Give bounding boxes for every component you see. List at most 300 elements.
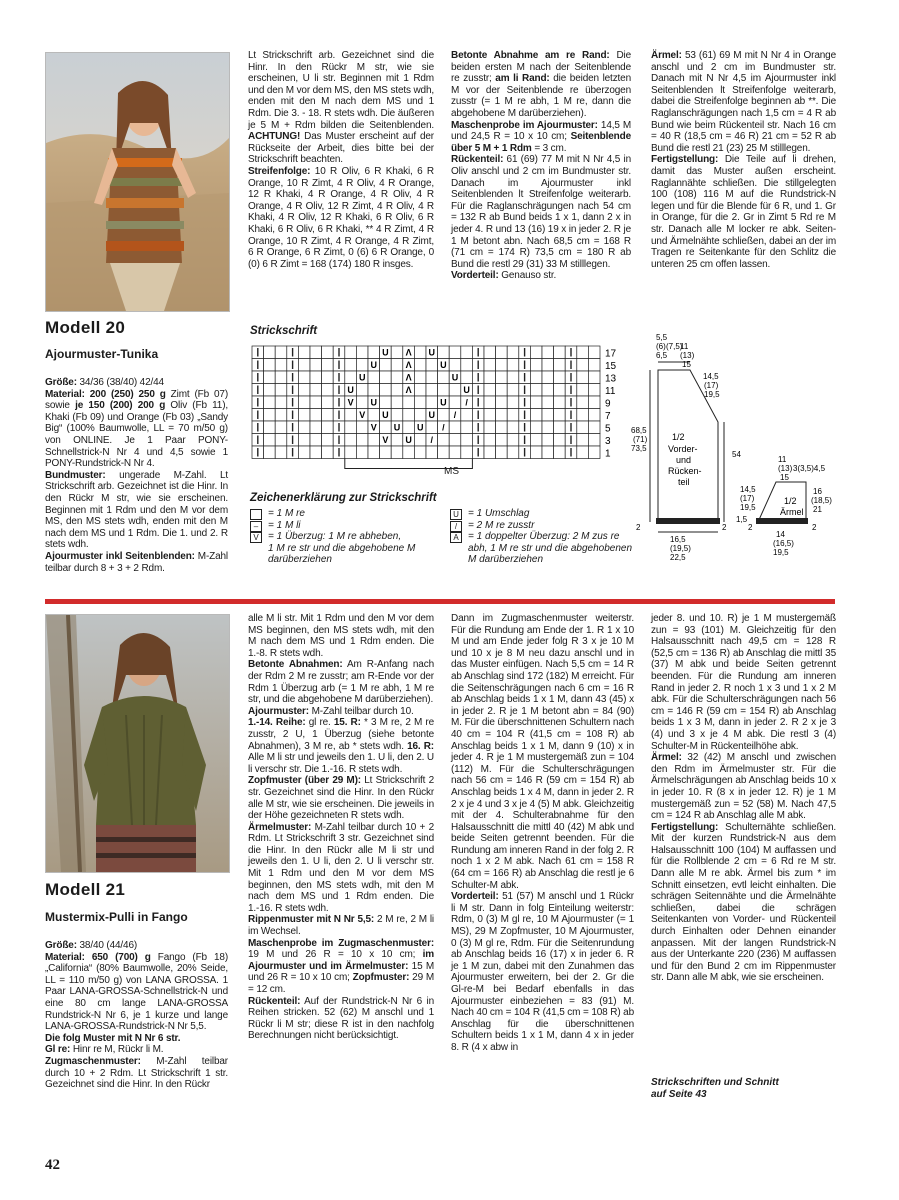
chart-cell [368, 409, 380, 422]
svg-text:(6): (6) [656, 342, 666, 351]
legend-item-yarn-over: U = 1 Umschlag [450, 508, 635, 520]
chart-cell [391, 409, 403, 422]
stitch-symbol: / [465, 397, 468, 408]
legend-item-knit: = 1 M re [250, 508, 450, 520]
svg-text:15: 15 [682, 360, 691, 369]
stitch-symbol: U [358, 372, 366, 383]
chart-cell [438, 384, 450, 397]
chart-cell [449, 446, 461, 459]
chart-cell [414, 434, 426, 447]
chart-cell [298, 371, 310, 384]
svg-text:2: 2 [636, 523, 641, 532]
chart-cell [322, 446, 334, 459]
chart-cell [275, 434, 287, 447]
chart-cell [507, 396, 519, 409]
chart-cell [322, 384, 334, 397]
svg-text:14: 14 [776, 530, 785, 539]
svg-text:21: 21 [813, 505, 822, 514]
chart-cell [588, 346, 600, 359]
stitch-symbol: Ʌ [405, 372, 412, 383]
legend-item-double-slip: A = 1 doppelter Überzug: 2 M zus re [450, 531, 635, 543]
knitting-chart-grid [250, 344, 630, 482]
chart-cell [403, 409, 415, 422]
chart-cell [275, 446, 287, 459]
chart-cell [577, 371, 589, 384]
chart-cell [449, 434, 461, 447]
chart-cell [264, 384, 276, 397]
row-number: 15 [605, 361, 617, 372]
chart-cell [554, 346, 566, 359]
model-21-title: Modell 21 [45, 880, 126, 899]
chart-cell [391, 384, 403, 397]
svg-text:(7,5): (7,5) [666, 342, 683, 351]
svg-text:teil: teil [678, 477, 690, 487]
chart-cell [438, 446, 450, 459]
chart-cell [356, 434, 368, 447]
chart-cell [298, 434, 310, 447]
chart-cell [322, 421, 334, 434]
stitch-symbol: Ʌ [405, 360, 412, 370]
chart-cell [507, 359, 519, 372]
chart-cell [426, 359, 438, 372]
section-divider [45, 599, 835, 604]
svg-text:2: 2 [748, 523, 753, 532]
chart-cell [426, 384, 438, 397]
legend-left [250, 508, 450, 566]
svg-text:Vorder-: Vorder- [668, 444, 698, 454]
chart-cell [588, 384, 600, 397]
chart-cell [310, 396, 322, 409]
chart-cell [496, 384, 508, 397]
chart-cell [554, 384, 566, 397]
chart-cell [368, 384, 380, 397]
pattern-reference-note: Strickschriften und Schnitt auf Seite 43 [651, 1077, 779, 1100]
chart-cell [496, 421, 508, 434]
chart-cell [507, 371, 519, 384]
chart-cell [345, 446, 357, 459]
chart-cell [588, 446, 600, 459]
svg-text:15: 15 [780, 473, 789, 482]
svg-text:16: 16 [813, 487, 822, 496]
schematic-drawing [628, 332, 836, 564]
chart-cell [298, 346, 310, 359]
stitch-symbol: V [382, 435, 389, 445]
model-20-photo [45, 52, 230, 312]
chart-cell [507, 434, 519, 447]
svg-text:19,5: 19,5 [740, 503, 756, 512]
chart-cell [380, 371, 392, 384]
chart-cell [449, 346, 461, 359]
svg-text:1/2: 1/2 [672, 432, 685, 442]
chart-cell [484, 446, 496, 459]
stitch-symbol: U [428, 347, 436, 358]
svg-text:3(3,5)4,5: 3(3,5)4,5 [793, 464, 826, 473]
chart-cell [496, 446, 508, 459]
stitch-symbol: Ʌ [405, 385, 412, 395]
row-number: 5 [605, 423, 611, 435]
chart-cell [496, 359, 508, 372]
chart-cell [461, 409, 473, 422]
chart-cell [322, 396, 334, 409]
legend-right [450, 508, 635, 566]
chart-cell [322, 346, 334, 359]
stitch-symbol: U [393, 422, 401, 433]
chart-cell [530, 446, 542, 459]
svg-text:19,5: 19,5 [704, 390, 720, 399]
chart-cell [496, 409, 508, 422]
chart-cell [554, 371, 566, 384]
chart-cell [345, 434, 357, 447]
chart-cell [588, 421, 600, 434]
chart-cell [298, 409, 310, 422]
chart-cell [380, 421, 392, 434]
chart-cell [414, 396, 426, 409]
chart-cell [368, 346, 380, 359]
chart-cell [542, 396, 554, 409]
chart-cell [345, 409, 357, 422]
chart-cell [542, 434, 554, 447]
chart-cell [530, 346, 542, 359]
chart-cell [577, 396, 589, 409]
chart-cell [530, 409, 542, 422]
chart-cell [275, 396, 287, 409]
chart-cell [414, 384, 426, 397]
chart-cell [264, 371, 276, 384]
svg-text:6,5: 6,5 [656, 351, 668, 360]
chart-cell [356, 421, 368, 434]
chart-cell [264, 359, 276, 372]
chart-cell [484, 421, 496, 434]
stitch-symbol: U [370, 397, 378, 408]
chart-cell [345, 359, 357, 372]
svg-text:11: 11 [680, 342, 689, 351]
chart-cell [530, 359, 542, 372]
chart-cell [310, 371, 322, 384]
model-20-subtitle: Ajourmuster-Tunika [45, 347, 159, 361]
chart-cell [554, 446, 566, 459]
svg-text:16,5: 16,5 [670, 535, 686, 544]
chart-cell [345, 371, 357, 384]
chart-cell [530, 434, 542, 447]
chart-cell [414, 409, 426, 422]
stitch-symbol: U [451, 372, 459, 383]
chart-cell [530, 384, 542, 397]
stitch-symbol: U [347, 385, 354, 395]
chart-cell [461, 446, 473, 459]
chart-cell [414, 371, 426, 384]
knitting-chart [250, 344, 630, 482]
chart-cell [310, 384, 322, 397]
chart-cell [554, 434, 566, 447]
chart-cell [298, 446, 310, 459]
chart-cell [461, 346, 473, 359]
chart-cell [310, 446, 322, 459]
chart-cell [496, 346, 508, 359]
chart-cell [554, 359, 566, 372]
chart-cell [484, 384, 496, 397]
chart-cell [577, 421, 589, 434]
chart-cell [554, 421, 566, 434]
chart-cell [542, 384, 554, 397]
chart-cell [275, 371, 287, 384]
chart-cell [438, 409, 450, 422]
row-number: 3 [605, 436, 611, 447]
chart-cell [484, 409, 496, 422]
svg-text:11: 11 [778, 455, 787, 464]
chart-cell [426, 446, 438, 459]
model-21-column-3: Dann im Zugmaschenmuster weiterstr. Für die Rundung am Ende der 1. R 1 x 10 M und am Ende jeder folg R 3 x je 10 M und 10 x je 8 M neu dazu anschl und in das Muster einfügen. Nach 5,5 cm = 14 R ab Anschlag sind 172 (182) M erreicht. Für die Seitenschrägungen nach 6 cm = 16 R ab Anschlag beids 1 x 1 M, dann 43 (45) x in jeder 2. R je 1 M betont abn = 84 (90) M. Für die überschnittenen Schultern nach 40 cm = 104 R (41,5 cm = 108 R) ab Anschlag beids 1 x 1 M, dann 9 (10) x in jeder 4. R je 1 M mustergemäß zun = 104 (112) M. Für die Schulterschrägungen nach 56 cm = 146 R (59 cm = 154 R) ab Anschlag beids 1 x 4 M, dann in jeder 2. R 2 x je 4 und 3 x je 4 (5) M abk. Gleichzeitig mit der 4. Schulterabnahme für den Halsausschnitt die mittl 40 (42) M abk und beide Seiten getrennt beenden. Für die Rundung am inneren Rand in der folg 2. R noch 1 x 2 M abk. Nach 61 cm = 158 R (64 cm = 166 R) ab Anschlag die restl je 6 Schulter-M abk. Vorderteil: 51 (57) M anschl und 1 Rückr li M str. Dann in folg Einteilung weiterstr: Rdm, 0 (3) M gl re, 10 M Ajourmuster (= 1 MS), 29 M Zopfmuster, 10 M Ajourmuster, 0 (3) M gl re, Rdm. Für die Seitenrundung ab Anschlag beids 16 (17) x in jeder 6. R je 1 M zun, dabei mit den Zunahmen das Ajourmuster erweitern, bei der 2. Gr die Gl-re-M bei Bedarf ebenfalls in das Ajourmuster einbeziehen = 83 (91) M. Nach 40 cm = 104 R (41,5 cm = 108 R) ab Anschlag für die überschnittenen Schultern beids 1 x 1 M, dann 4 x in jeder 8. R (4 x abw in [451, 613, 634, 1053]
row-number: 9 [605, 398, 611, 410]
svg-text:19,5: 19,5 [773, 548, 789, 557]
chart-cell [577, 409, 589, 422]
row-number: 17 [605, 348, 617, 360]
svg-text:(13): (13) [778, 464, 793, 473]
chart-cell [588, 359, 600, 372]
chart-cell [542, 446, 554, 459]
chart-cell [496, 396, 508, 409]
svg-text:2: 2 [722, 523, 727, 532]
chart-cell [298, 384, 310, 397]
chart-cell [403, 421, 415, 434]
svg-text:54: 54 [732, 450, 741, 459]
row-number: 13 [605, 373, 617, 385]
chart-cell [507, 446, 519, 459]
chart-cell [310, 346, 322, 359]
chart-cell [588, 434, 600, 447]
chart-cell [368, 371, 380, 384]
chart-cell [438, 346, 450, 359]
svg-text:5,5: 5,5 [656, 333, 668, 342]
svg-text:(19,5): (19,5) [670, 544, 691, 553]
svg-text:68,5: 68,5 [631, 426, 647, 435]
model-20-title: Modell 20 [45, 318, 126, 337]
chart-cell [368, 434, 380, 447]
chart-cell [438, 434, 450, 447]
chart-cell [577, 446, 589, 459]
svg-text:14,5: 14,5 [740, 485, 756, 494]
chart-cell [542, 409, 554, 422]
chart-cell [298, 421, 310, 434]
chart-cell [530, 421, 542, 434]
model-20-intro-text: Größe: 34/36 (38/40) 42/44 Material: 200 (250) 250 g Zimt (Fb 07) sowie je 150 (200) 200 g Oliv (Fb 11), Khaki (Fb 09) und Orange (Fb 03) „Sandy Big“ (100% Baumwolle, LL = 70 m/50 g) von ONLINE. Je 1 Paar PONY-Schnellstrick-N Nr 4 und 4,5 sowie 1 PONY-Rundstrick-N Nr 4. Bundmuster: ungerade M-Zahl. Lt Strickschrift arb. Gezeichnet ist die Hinr. In den Rückr M str, wie sie erscheinen. Beginnen mit 1 Rdm und den M vor dem MS, den MS stets wdh, enden mit den M nach dem MS und 1 Rdm. Die 1. und 2. R stets wdh. Ajourmuster inkl Seitenblenden: M-Zahl teilbar durch 8 + 3 + 2 Rdm. [45, 377, 228, 574]
svg-text:(16,5): (16,5) [773, 539, 794, 548]
stitch-symbol: U [463, 385, 470, 395]
chart-cell [542, 371, 554, 384]
model-20-column-3: Betonte Abnahme am re Rand: Die beiden ersten M nach der Seitenblende re zusstr; am li Rand: die beiden letzten M vor der Seitenblende re überzogen zusstr (= 1 M re abh, 1 M re, dann die abgehobene M darüberziehen). Maschenprobe im Ajourmuster: 14,5 M und 24,5 R = 10 x 10 cm; Seitenblende über 5 M + 1 Rdm = 3 cm. Rückenteil: 61 (69) 77 M mit N Nr 4,5 in Oliv anschl und 2 cm im Bundmuster str. Danach im Ajourmuster inkl Seitenblenden lt Streifenfolge weiterarb. Für die Raglanschrägungen nach 54 cm = 132 R ab Bund beids 1 x 1, dann 2 x in jeder 4. R und 13 (16) 19 x in jeder 2. R je 1 M betont abn. Nach 68,5 cm = 168 R (71 cm = 174 R) 73,5 cm = 180 R ab Bund die restl 29 (31) 33 M stilllegen. Vorderteil: Genauso str. [451, 50, 631, 282]
svg-text:Rücken-: Rücken- [668, 466, 702, 476]
chart-cell [484, 434, 496, 447]
svg-text:(17): (17) [740, 494, 755, 503]
chart-cell [356, 359, 368, 372]
chart-cell [484, 359, 496, 372]
chart-cell [310, 421, 322, 434]
chart-cell [577, 359, 589, 372]
chart-cell [449, 421, 461, 434]
svg-text:22,5: 22,5 [670, 553, 686, 562]
chart-cell [507, 384, 519, 397]
chart-cell [391, 371, 403, 384]
chart-cell [275, 384, 287, 397]
page-number: 42 [45, 1157, 60, 1173]
chart-cell [461, 421, 473, 434]
model-20-column-2: Lt Strickschrift arb. Gezeichnet sind die Hinr. In den Rückr M str, wie sie erscheinen, U li str. Beginnen mit 1 Rdm und den M vor dem MS, den MS stets wdh, enden mit den M nach dem MS und 1 Rdm. Die 3. - 18. R stets wdh. Die äußeren je 5 M + Rdm bilden die Seitenblenden. ACHTUNG! Das Muster erscheint auf der Rückseite der Arbeit, dies bitte bei der Strickschrift beachten. Streifenfolge: 10 R Oliv, 6 R Khaki, 6 R Orange, 10 R Zimt, 4 R Oliv, 4 R Orange, 12 R Khaki, 4 R Orange, 4 R Oliv, 4 R Orange, 4 R Oliv, 12 R Zimt, 4 R Oliv, 4 R Khaki, 4 R Oliv, 12 R Khaki, 6 R Oliv, 6 R Khaki, 6 R Oliv, 6 R Khaki, ** 4 R Zimt, 4 R Orange, 10 R Zimt, 4 R Orange, 4 R Zimt, 6 R Orange, 6 R Zimt, 0 (6) 6 R Orange, 0 (0) 6 R Zimt = 168 (174) 180 R insges. [248, 50, 434, 270]
chart-cell [298, 396, 310, 409]
chart-cell [322, 434, 334, 447]
svg-text:(13): (13) [680, 351, 695, 360]
chart-cell [507, 409, 519, 422]
chart-cell [391, 346, 403, 359]
chart-cell [310, 434, 322, 447]
stitch-symbol: V [347, 397, 354, 408]
chart-cell [264, 421, 276, 434]
chart-cell [554, 396, 566, 409]
ms-label: MS [444, 466, 459, 477]
chart-cell [403, 396, 415, 409]
svg-text:(17): (17) [704, 381, 719, 390]
chart-cell [380, 446, 392, 459]
chart-cell [414, 446, 426, 459]
chart-cell [461, 359, 473, 372]
svg-text:2: 2 [812, 523, 817, 532]
chart-cell [264, 446, 276, 459]
chart-cell [484, 346, 496, 359]
stitch-symbol: V [370, 422, 377, 433]
stitch-symbol: U [382, 410, 389, 420]
chart-cell [391, 396, 403, 409]
chart-cell [275, 421, 287, 434]
chart-cell [310, 359, 322, 372]
stitch-symbol: / [442, 422, 445, 433]
pullover-model-image [46, 615, 229, 872]
svg-text:1,5: 1,5 [736, 515, 748, 524]
chart-cell [356, 446, 368, 459]
chart-cell [577, 434, 589, 447]
chart-cell [322, 359, 334, 372]
stitch-symbol: / [430, 435, 434, 445]
stitch-symbol: Ʌ [405, 347, 412, 358]
chart-cell [275, 409, 287, 422]
stitch-symbol: U [416, 422, 424, 433]
chart-cell [542, 421, 554, 434]
chart-cell [507, 346, 519, 359]
model-21-column-2: alle M li str. Mit 1 Rdm und den M vor dem MS beginnen, den MS stets wdh, mit den M nach dem MS und 1 Rdm enden. Die 1.-8. R stets wdh. Betonte Abnahmen: Am R-Anfang nach der Rdm 2 M re zusstr; am R-Ende vor der Rdm 1 Überzug arb (= 1 M re abh, 1 M re str, und die abgehobene M darüberziehen). Ajourmuster: M-Zahl teilbar durch 10. 1.-14. Reihe: gl re. 15. R: * 3 M re, 2 M re zusstr, 2 U, 1 Überzug (siehe betonte Abnahmen), 3 M re, ab * stets wdh. 16. R: Alle M li str und jeweils den 1. U li, den 2. U li verschr str. Die 1.-16. R stets wdh. Zopfmuster (über 29 M): Lt Strickschrift 2 str. Gezeichnet sind die Hinr. In den Rückr alle M str, wie sie erscheinen. Die jeweils in der Höhe gezeichneten R stets wdh. Ärmelmuster: M-Zahl teilbar durch 10 + 2 Rdm. Lt Strickschrift 3 str. Gezeichnet sind die Hinr. In den Rückr alle M li str und jeweils den 1. U li, den 2. U li verschr str. Mit 1 Rdm und den M vor dem MS beginnen, den MS stets wdh, mit den M nach dem MS und 1 Rdm enden. Die 1.-16. R stets wdh. Rippenmuster mit N Nr 5,5: 2 M re, 2 M li im Wechsel. Maschenprobe im Zugmaschenmuster: 19 M und 26 R = 10 x 10 cm; im Ajourmuster und im Ärmelmuster: 15 M und 26 R = 10 x 10 cm; Zopfmuster: 29 M = 12 cm. Rückenteil: Auf der Rundstrick-N Nr 6 in Reihen stricken. 52 (62) M anschl und 1 Rückr li M str; diese R ist in den nachfolg Berechnungen nicht berücksichtigt. [248, 613, 435, 1042]
chart-cell [496, 371, 508, 384]
chart-cell [264, 346, 276, 359]
chart-cell [577, 346, 589, 359]
svg-text:(71): (71) [633, 435, 648, 444]
stitch-symbol: U [382, 347, 389, 358]
chart-cell [356, 396, 368, 409]
svg-text:1/2: 1/2 [784, 496, 797, 506]
chart-cell [380, 384, 392, 397]
chart-cell [380, 359, 392, 372]
legend-item-slip-over-note: 1 M re str und die abgehobene M darüberziehen [268, 542, 416, 565]
chart-cell [484, 371, 496, 384]
chart-cell [530, 371, 542, 384]
chart-cell [496, 434, 508, 447]
chart-title: Strickschrift [250, 325, 318, 337]
chart-cell [275, 346, 287, 359]
chart-cell [449, 384, 461, 397]
svg-text:und: und [676, 455, 692, 465]
chart-cell [507, 421, 519, 434]
chart-cell [588, 371, 600, 384]
svg-text:73,5: 73,5 [631, 444, 647, 453]
model-21-column-4: jeder 8. und 10. R) je 1 M mustergemäß zun = 93 (101) M. Gleichzeitig für den Halsausschnitt nach 49,5 cm = 128 R (52,5 cm = 136 R) ab Anschlag die mittl 35 (37) M abk und beide Seiten getrennt beenden. Für die Rundung am inneren Rand in jeder 2. R noch 1 x 3 und 1 x 2 M abk. Für die Schulterschrägungen nach 56 cm = 146 R (59 cm = 154 R) ab Anschlag beids 1 x 3 M, dann in jeder 2. R 2 x je 3 (4) und 3 x je 4 M abk. Die restl 3 (4) Schulter-M in Rückenteilhöhe abk. Ärmel: 32 (42) M anschl und zwischen den Rdm im Ärmelmuster str. Für die Ärmelschrägungen ab Anschlag beids 10 x in jeder 10. R (8 x in jeder 12. R) je 1 M mustergemäß zun = 52 (58) M. Nach 47,5 cm = 124 R ab Anschlag alle M abk. Fertigstellung: Schulternähte schließen. Mit der kurzen Rundstrick-N aus dem Halsausschnitt 100 (104) M auffassen und für die Rollblende 2 cm = 6 Rd re M str. Dann alle M re abk. Ärmel bis zum * im Schnitt einsetzen, evtl leicht einhalten. Die schrägen Seitennähte und die Ärmelnähte schließen, dabei die schrägen Seitenkanten von Vorder- und Rückenteil durch Einhalten oder Dehnen einander anpassen. Mit der langen Rundstrick-N aus der Unterkante 220 (236) M auffassen und für den Bund 2 cm im Rippenmuster str. Dann alle M abk, wie sie erscheinen. [651, 613, 836, 984]
chart-cell [275, 359, 287, 372]
model-21-intro-text: Größe: 38/40 (44/46) Material: 650 (700) g Fango (Fb 18) „California“ (80% Baumwolle, 20% Seide, LL = 110 m/50 g) von LANA GROSSA. 1 Paar LANA-GROSSA-Schnellstrick-N und eine 80 cm lange LANA-GROSSA Rundstrick-N Nr 6, je 1 kurze und lange LANA-GROSSA-Rundstrick-N Nr 5,5. Die folg Muster mit N Nr 6 str. Gl re: Hinr re M, Rückr li M. Zugmaschenmuster: M-Zahl teilbar durch 10 + 2 Rdm. Lt Strickschrift 1 str. Gezeichnet sind die Hinr. In den Rückr [45, 940, 228, 1091]
chart-cell [356, 346, 368, 359]
chart-cell [542, 359, 554, 372]
stitch-symbol: U [440, 360, 447, 370]
svg-text:Ärmel: Ärmel [780, 507, 804, 517]
chart-cell [414, 346, 426, 359]
chart-cell [426, 396, 438, 409]
chart-cell [264, 434, 276, 447]
legend-item-double-slip-note: abh, 1 M re str und die abgehobenen M darüberziehen [468, 542, 633, 565]
chart-cell [310, 409, 322, 422]
model-21-subtitle: Mustermix-Pulli in Fango [45, 910, 188, 924]
chart-cell [264, 409, 276, 422]
stitch-symbol: U [370, 360, 378, 370]
row-number: 11 [605, 386, 616, 397]
row-number: 1 [605, 448, 611, 460]
legend-item-k2tog: / = 2 M re zusstr [450, 520, 635, 532]
chart-cell [380, 396, 392, 409]
tunic-model-image [46, 53, 229, 311]
svg-text:14,5: 14,5 [703, 372, 719, 381]
chart-cell [426, 371, 438, 384]
chart-cell [391, 446, 403, 459]
chart-cell [461, 371, 473, 384]
chart-cell [426, 421, 438, 434]
chart-cell [438, 371, 450, 384]
pattern-schematic [628, 332, 836, 564]
chart-cell [484, 396, 496, 409]
chart-cell [345, 346, 357, 359]
stitch-symbol: U [440, 397, 447, 408]
chart-cell [391, 359, 403, 372]
chart-cell [449, 359, 461, 372]
chart-cell [554, 409, 566, 422]
chart-cell [461, 434, 473, 447]
stitch-symbol: U [405, 435, 412, 445]
chart-cell [368, 446, 380, 459]
chart-cell [403, 446, 415, 459]
chart-cell [588, 396, 600, 409]
chart-cell [356, 384, 368, 397]
chart-cell [449, 396, 461, 409]
chart-cell [322, 409, 334, 422]
row-number: 7 [605, 411, 611, 422]
chart-cell [345, 421, 357, 434]
chart-cell [588, 409, 600, 422]
chart-cell [298, 359, 310, 372]
svg-text:(18,5): (18,5) [811, 496, 832, 505]
model-21-photo [45, 614, 230, 873]
chart-cell [542, 346, 554, 359]
stitch-symbol: U [428, 410, 436, 420]
chart-cell [264, 396, 276, 409]
stitch-symbol: V [359, 410, 366, 420]
chart-cell [577, 384, 589, 397]
chart-cell [530, 396, 542, 409]
legend-item-slip-over: V = 1 Überzug: 1 M re abheben, [250, 531, 450, 543]
legend-title: Zeichenerklärung zur Strickschrift [250, 492, 437, 504]
chart-cell [322, 371, 334, 384]
chart-cell [414, 359, 426, 372]
model-20-column-4: Ärmel: 53 (61) 69 M mit N Nr 4 in Orange anschl und 2 cm im Bundmuster str. Danach mit N Nr 4,5 im Ajourmuster inkl Seitenblenden lt Streifenfolge weiterarb, dabei die Streifenfolge beginnen ab **. Die Raglanschrägungen nach 1,5 cm = 4 R ab Bund wie beim Rückenteil str. Nach 16 cm = 40 R (18,5 cm = 46 R) 21 cm = 52 R ab Bund die restl 21 (23) 25 M stilllegen. Fertigstellung: Die Teile auf li drehen, damit das Muster außen erscheint. Raglannähte schließen. Die stillgelegten 100 (108) 116 M auf die Rundstrick-N legen und für die Blende für 6 R, und 1. Gr in Orange, für die 2. Gr in Zimt 5 Rd re M str. Danach alle M locker re abk. Seiten- und Ärmelnähte schließen, dabei an der im Tragen re Seitenkante für den Schlitz die unteren 25 cm offen lassen. [651, 50, 836, 270]
